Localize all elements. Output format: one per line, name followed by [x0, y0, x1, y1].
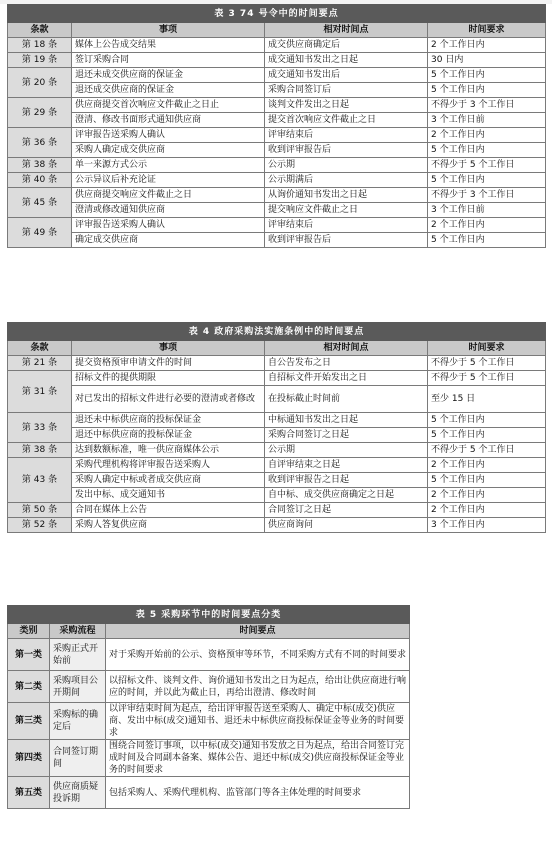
item-cell: 媒体上公告成交结果 [72, 38, 265, 53]
table-row [8, 518, 546, 533]
table-row [8, 458, 546, 473]
table-row [8, 203, 546, 218]
process-cell: 采购正式开始前 [50, 639, 106, 671]
article-cell: 第 50 条 [8, 503, 72, 518]
item-cell: 单一来源方式公示 [72, 158, 265, 173]
item-cell: 供应商提交首次响应文件截止之日止 [72, 98, 265, 113]
relative-time-cell: 合同签订之日起 [265, 503, 428, 518]
item-cell: 采购人答复供应商 [72, 518, 265, 533]
table-row [8, 113, 546, 128]
time-requirement-cell: 2 个工作日内 [428, 488, 546, 503]
relative-time-cell: 自评审结束之日起 [265, 458, 428, 473]
relative-time-cell: 在投标截止时间前 [265, 386, 428, 413]
time-point-cell: 对于采购开始前的公示、资格预审等环节，不同采购方式有不同的时间要求 [106, 639, 410, 671]
item-cell: 公示异议后补充论证 [72, 173, 265, 188]
table-5-time-point-classification [7, 605, 410, 809]
relative-time-cell: 采购合同签订之日起 [265, 428, 428, 443]
relative-time-cell: 自公告发布之日 [265, 356, 428, 371]
time-requirement-cell: 2 个工作日内 [428, 128, 546, 143]
item-cell: 对已发出的招标文件进行必要的澄清或者修改 [72, 386, 265, 413]
column-header: 采购流程 [50, 624, 106, 639]
column-header: 时间要求 [428, 23, 546, 38]
table-row [8, 413, 546, 428]
table-row [8, 473, 546, 488]
time-requirement-cell: 不得少于 3 个工作日 [428, 98, 546, 113]
table-row [8, 158, 546, 173]
header-row [8, 624, 410, 639]
article-cell: 第 43 条 [8, 458, 72, 503]
table-row [8, 38, 546, 53]
article-cell: 第 49 条 [8, 218, 72, 248]
relative-time-cell: 成交通知书发出后 [265, 68, 428, 83]
table-row [8, 777, 410, 809]
relative-time-cell: 中标通知书发出之日起 [265, 413, 428, 428]
column-header: 事项 [72, 341, 265, 356]
relative-time-cell: 采购合同签订后 [265, 83, 428, 98]
table-title: 表 3 74 号令中的时间要点 [8, 5, 546, 23]
relative-time-cell: 自中标、成交供应商确定之日起 [265, 488, 428, 503]
caption-row [8, 606, 410, 624]
column-header: 事项 [72, 23, 265, 38]
item-cell: 供应商提交响应文件截止之日 [72, 188, 265, 203]
article-cell: 第 40 条 [8, 173, 72, 188]
time-requirement-cell: 5 个工作日内 [428, 173, 546, 188]
time-requirement-cell: 不得少于 3 个工作日 [428, 188, 546, 203]
time-requirement-cell: 5 个工作日内 [428, 68, 546, 83]
table-row [8, 639, 410, 671]
time-requirement-cell: 3 个工作日前 [428, 203, 546, 218]
relative-time-cell: 提交首次响应文件截止之日 [265, 113, 428, 128]
relative-time-cell: 从询价通知书发出之日起 [265, 188, 428, 203]
table-row [8, 128, 546, 143]
table-row [8, 371, 546, 386]
process-cell: 供应商质疑投诉期 [50, 777, 106, 809]
time-requirement-cell: 5 个工作日内 [428, 233, 546, 248]
time-requirement-cell: 2 个工作日内 [428, 503, 546, 518]
table-row [8, 356, 546, 371]
article-cell: 第 31 条 [8, 371, 72, 413]
table-title: 表 4 政府采购法实施条例中的时间要点 [8, 323, 546, 341]
table-3-74-order [7, 4, 546, 248]
time-requirement-cell: 不得少于 5 个工作日 [428, 371, 546, 386]
item-cell: 退还未成交供应商的保证金 [72, 68, 265, 83]
item-cell: 合同在媒体上公告 [72, 503, 265, 518]
table-row [8, 98, 546, 113]
time-requirement-cell: 不得少于 5 个工作日 [428, 356, 546, 371]
time-requirement-cell: 2 个工作日内 [428, 458, 546, 473]
article-cell: 第 45 条 [8, 188, 72, 218]
time-requirement-cell: 不得少于 5 个工作日 [428, 158, 546, 173]
item-cell: 退还成交供应商的保证金 [72, 83, 265, 98]
item-cell: 退还未中标供应商的投标保证金 [72, 413, 265, 428]
item-cell: 发出中标、成交通知书 [72, 488, 265, 503]
table-row [8, 143, 546, 158]
table-row [8, 703, 410, 740]
relative-time-cell: 供应商询问 [265, 518, 428, 533]
table-row [8, 173, 546, 188]
header-row [8, 23, 546, 38]
caption-row [8, 323, 546, 341]
relative-time-cell: 公示期 [265, 158, 428, 173]
item-cell: 签订采购合同 [72, 53, 265, 68]
time-requirement-cell: 2 个工作日内 [428, 218, 546, 233]
article-cell: 第 20 条 [8, 68, 72, 98]
relative-time-cell: 自招标文件开始发出之日 [265, 371, 428, 386]
time-requirement-cell: 5 个工作日内 [428, 428, 546, 443]
item-cell: 评审报告送采购人确认 [72, 218, 265, 233]
table-row [8, 233, 546, 248]
column-header: 时间要求 [428, 341, 546, 356]
article-cell: 第 19 条 [8, 53, 72, 68]
article-cell: 第 38 条 [8, 158, 72, 173]
item-cell: 招标文件的提供期限 [72, 371, 265, 386]
table-row [8, 503, 546, 518]
column-header: 相对时间点 [265, 23, 428, 38]
article-cell: 第 38 条 [8, 443, 72, 458]
item-cell: 澄清、修改书面形式通知供应商 [72, 113, 265, 128]
item-cell: 确定成交供应商 [72, 233, 265, 248]
relative-time-cell: 评审结束后 [265, 128, 428, 143]
item-cell: 采购人确定成交供应商 [72, 143, 265, 158]
item-cell: 采购代理机构将评审报告送采购人 [72, 458, 265, 473]
article-cell: 第 21 条 [8, 356, 72, 371]
article-cell: 第 36 条 [8, 128, 72, 158]
category-cell: 第二类 [8, 671, 50, 703]
item-cell: 退还中标供应商的投标保证金 [72, 428, 265, 443]
table-row [8, 53, 546, 68]
relative-time-cell: 评审结束后 [265, 218, 428, 233]
time-requirement-cell: 3 个工作日前 [428, 113, 546, 128]
item-cell: 澄清或修改通知供应商 [72, 203, 265, 218]
time-point-cell: 围绕合同签订事项，以中标(成交)通知书发放之日为起点，给出合同签订完成时间及合同副本备案、媒体公告、退还中标(成交)供应商投标保证金等业务的时间要求 [106, 740, 410, 777]
process-cell: 采购项目公开期间 [50, 671, 106, 703]
time-point-cell: 以招标文件、谈判文件、询价通知书发出之日为起点，给出让供应商进行响应的时间，并以此为截止日，再给出澄清、修改时间 [106, 671, 410, 703]
category-cell: 第三类 [8, 703, 50, 740]
relative-time-cell: 收到评审报告后 [265, 233, 428, 248]
item-cell: 评审报告送采购人确认 [72, 128, 265, 143]
column-header: 时间要点 [106, 624, 410, 639]
relative-time-cell: 收到评审报告之日起 [265, 473, 428, 488]
column-header: 类别 [8, 624, 50, 639]
relative-time-cell: 成交供应商确定后 [265, 38, 428, 53]
article-cell: 第 33 条 [8, 413, 72, 443]
item-cell: 采购人确定中标或者成交供应商 [72, 473, 265, 488]
table-row [8, 443, 546, 458]
table-row [8, 218, 546, 233]
relative-time-cell: 成交通知书发出之日起 [265, 53, 428, 68]
table-row [8, 488, 546, 503]
item-cell: 达到数额标准，唯一供应商媒体公示 [72, 443, 265, 458]
time-requirement-cell: 3 个工作日内 [428, 518, 546, 533]
article-cell: 第 29 条 [8, 98, 72, 128]
time-requirement-cell: 2 个工作日内 [428, 38, 546, 53]
relative-time-cell: 提交响应文件截止之日 [265, 203, 428, 218]
table-row [8, 188, 546, 203]
process-cell: 采购标的确定后 [50, 703, 106, 740]
relative-time-cell: 公示期 [265, 443, 428, 458]
time-requirement-cell: 5 个工作日内 [428, 413, 546, 428]
time-requirement-cell: 至少 15 日 [428, 386, 546, 413]
table-row [8, 386, 546, 413]
time-point-cell: 以评审结束时间为起点，给出评审报告送至采购人、确定中标(成交)供应商、发出中标(成交)通知书、退还未中标供应商投标保证金等业务的时间要求 [106, 703, 410, 740]
relative-time-cell: 公示期满后 [265, 173, 428, 188]
column-header: 条款 [8, 23, 72, 38]
time-requirement-cell: 5 个工作日内 [428, 83, 546, 98]
table-row [8, 83, 546, 98]
time-requirement-cell: 5 个工作日内 [428, 143, 546, 158]
process-cell: 合同签订期间 [50, 740, 106, 777]
time-requirement-cell: 5 个工作日内 [428, 473, 546, 488]
column-header: 条款 [8, 341, 72, 356]
time-requirement-cell: 30 日内 [428, 53, 546, 68]
table-4-procurement-regulation [7, 322, 546, 533]
time-point-cell: 包括采购人、采购代理机构、监管部门等各主体处理的时间要求 [106, 777, 410, 809]
category-cell: 第五类 [8, 777, 50, 809]
table-row [8, 428, 546, 443]
table-row [8, 740, 410, 777]
article-cell: 第 18 条 [8, 38, 72, 53]
time-requirement-cell: 不得少于 5 个工作日 [428, 443, 546, 458]
table-title: 表 5 采购环节中的时间要点分类 [8, 606, 410, 624]
table-row [8, 671, 410, 703]
relative-time-cell: 收到评审报告后 [265, 143, 428, 158]
article-cell: 第 52 条 [8, 518, 72, 533]
table-row [8, 68, 546, 83]
caption-row [8, 5, 546, 23]
item-cell: 提交资格预审申请文件的时间 [72, 356, 265, 371]
category-cell: 第四类 [8, 740, 50, 777]
relative-time-cell: 谈判文件发出之日起 [265, 98, 428, 113]
column-header: 相对时间点 [265, 341, 428, 356]
header-row [8, 341, 546, 356]
category-cell: 第一类 [8, 639, 50, 671]
